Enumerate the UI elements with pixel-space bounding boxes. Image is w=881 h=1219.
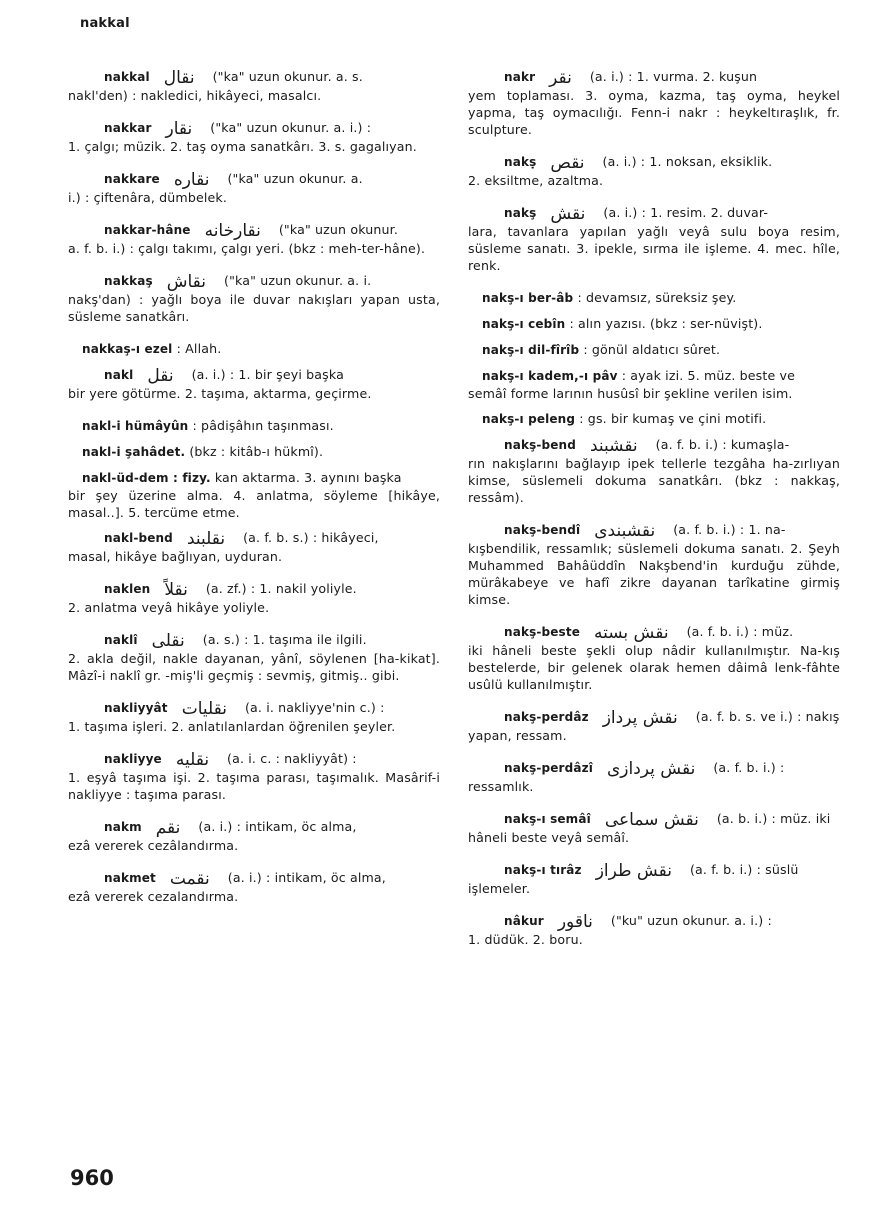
headword: nakş-ı tırâz: [504, 863, 582, 877]
definition-lead: (a. f. b. i.) : süslü: [689, 862, 799, 877]
entry-headline: [468, 708, 840, 727]
left-column: [68, 68, 440, 920]
arabic-script: نقال: [163, 68, 195, 88]
definition-text: kışbendilik, ressamlık; süslemeli dokuma sanatı. 2. Şeyh Muhammed Bahâüddîn Nakşbend'in kurduğu zühde, mürâkabeye ve hafî zikre dayanan tarîkatine girmiş kimse.: [468, 541, 840, 607]
entry-headline: [468, 315, 840, 333]
headword: nakş-ı cebîn: [482, 317, 566, 331]
dictionary-entry: [468, 759, 840, 795]
definition-text: 1. eşyâ taşıma işi. 2. taşıma parası, taşımalık. Masârif-i nakliyye : taşıma parası.: [68, 770, 440, 802]
headword: naklî: [104, 633, 138, 647]
headword: nakş-ı dil-fîrîb: [482, 343, 580, 357]
definition-lead: ("ku" uzun okunur. a. i.) :: [610, 913, 772, 928]
definition-lead: (a. i.) : intikam, öc alma,: [198, 819, 357, 834]
definition-lead: (a. i. c. : nakliyyât) :: [227, 751, 357, 766]
dictionary-entry: [468, 810, 840, 846]
headword: nakş-bend: [504, 438, 576, 452]
headword: nakş-perdâz: [504, 710, 589, 724]
entry-headline: [468, 204, 840, 223]
dictionary-entry: [468, 289, 840, 307]
definition-lead: ("ka" uzun okunur. a. i.) :: [210, 120, 372, 135]
dictionary-entry: [468, 204, 840, 274]
definition-lead: (a. f. b. i.) :: [713, 760, 785, 775]
entry-headline: [468, 810, 840, 829]
definition-lead: ("ka" uzun okunur. a. s.: [212, 69, 363, 84]
definition-lead: ("ka" uzun okunur.: [278, 222, 398, 237]
headword: nakş-ı peleng: [482, 412, 576, 426]
arabic-script: نقش بسته: [594, 623, 669, 643]
arabic-script: نقاره: [173, 170, 210, 190]
definition-lead: (a. i.) : 1. vurma. 2. kuşun: [589, 69, 758, 84]
definition-lead: ("ka" uzun okunur. a.: [227, 171, 363, 186]
headword: nakş-beste: [504, 625, 580, 639]
definition-text: bir şey üzerine alma. 4. anlatma, söyleme [hikâye, masal..]. 5. tercüme etme.: [68, 488, 440, 520]
dictionary-entry: [468, 708, 840, 744]
headword: nakl-i şahâdet.: [82, 445, 186, 459]
headword: nakş-ı kadem,-ı pâv: [482, 369, 618, 383]
definition-text: nakl'den) : nakledici, hikâyeci, masalcı.: [68, 88, 322, 103]
entry-headline: [468, 341, 840, 359]
definition-text: nakş'dan) : yağlı boya ile duvar nakışları yapan usta, süsleme sanatkârı.: [68, 292, 440, 324]
dictionary-entry: [68, 170, 440, 206]
definition-lead: : Allah.: [176, 341, 222, 356]
definition-text: iki hâneli beste şekli olup nâdir kullanılmıştır. Na-kış bestelerde, bir gelenek olarak hemen dâimâ lenk-fâhte usûlü kullanılmıştır.: [468, 643, 840, 692]
arabic-script: نقش طراز: [595, 861, 672, 881]
dictionary-entry: [468, 521, 840, 608]
arabic-script: نقارخانه: [204, 221, 261, 241]
headword: nakkal: [104, 70, 150, 84]
definition-text: bir yere götürme. 2. taşıma, aktarma, geçirme.: [68, 386, 372, 401]
entry-headline: [468, 623, 840, 642]
headword: nakl-i hümâyûn: [82, 419, 189, 433]
definition-text: rın nakışlarını bağlayıp ipek tellerle tezgâha ha-zırlıyan kimse, süslemeli dokuma sanatkârı. (bkz : nakkaş, ressâm).: [468, 456, 840, 505]
entry-headline: [468, 289, 840, 307]
entry-headline: [468, 68, 840, 87]
headword: nakş-bendî: [504, 523, 581, 537]
dictionary-entry: [468, 341, 840, 359]
definition-text: a. f. b. i.) : çalgı takımı, çalgı yeri. (bkz : meh-ter-hâne).: [68, 241, 426, 256]
definition-lead: (bkz : kitâb-ı hükmî).: [189, 444, 324, 459]
dictionary-entry: [468, 153, 840, 189]
definition-lead: : alın yazısı. (bkz : ser-nüvişt).: [569, 316, 763, 331]
definition-lead: (a. f. b. i.) : 1. na-: [673, 522, 786, 537]
running-head: nakkal: [80, 16, 130, 31]
entry-headline: [68, 170, 440, 189]
entry-headline: [68, 750, 440, 769]
dictionary-entry: [68, 221, 440, 257]
definition-lead: (a. f. b. s. ve i.) : nakış: [695, 709, 840, 724]
arabic-script: نقلبند: [186, 529, 226, 549]
definition-text: ezâ vererek cezâlandırma.: [68, 838, 239, 853]
headword: nakliyye: [104, 752, 162, 766]
entry-headline: [68, 340, 440, 358]
dictionary-entry: [68, 818, 440, 854]
definition-text: 1. düdük. 2. boru.: [468, 932, 583, 947]
entry-headline: [468, 912, 840, 931]
dictionary-entry: [468, 315, 840, 333]
arabic-script: نقش سماعى: [604, 810, 699, 830]
headword: nakmet: [104, 871, 156, 885]
arabic-script: نقلاً: [164, 580, 188, 600]
definition-lead: (a. s.) : 1. taşıma ile ilgili.: [202, 632, 367, 647]
arabic-script: نقليه: [175, 750, 210, 770]
dictionary-entry: [68, 119, 440, 155]
headword: nakṣ: [504, 155, 537, 169]
definition-text: 2. eksiltme, azaltma.: [468, 173, 604, 188]
entry-headline: [468, 367, 840, 385]
arabic-script: نقم: [155, 818, 181, 838]
definition-lead: (a. i.) : 1. noksan, eksiklik.: [602, 154, 773, 169]
dictionary-entry: [468, 861, 840, 897]
headword: naklen: [104, 582, 151, 596]
entry-headline: [68, 699, 440, 718]
definition-text: yapan, ressam.: [468, 728, 567, 743]
definition-text: 1. çalgı; müzik. 2. taş oyma sanatkârı. 3. s. gagalıyan.: [68, 139, 417, 154]
headword: nakş-perdâzî: [504, 761, 593, 775]
arabic-script: نقمت: [169, 869, 210, 889]
definition-lead: (a. f. b. i.) : müz.: [686, 624, 794, 639]
entry-headline: [468, 759, 840, 778]
entry-headline: [68, 417, 440, 435]
definition-lead: : gönül aldatıcı sûret.: [583, 342, 721, 357]
definition-lead: (a. i.) : 1. bir şeyi başka: [191, 367, 344, 382]
definition-lead: (a. zf.) : 1. nakil yoliyle.: [205, 581, 357, 596]
arabic-script: نقشبندى: [594, 521, 656, 541]
definition-text: 1. taşıma işleri. 2. anlatılanlardan öğrenilen şeyler.: [68, 719, 396, 734]
dictionary-entry: [468, 436, 840, 506]
arabic-script: نقلى: [151, 631, 185, 651]
entry-headline: [68, 119, 440, 138]
definition-lead: (a. i. nakliyye'nin c.) :: [244, 700, 385, 715]
headword: nakkare: [104, 172, 160, 186]
definition-lead: : devamsız, süreksiz şey.: [577, 290, 737, 305]
definition-lead: : pâdişâhın taşınması.: [192, 418, 334, 433]
headword: nakl-üd-dem : fizy.: [82, 471, 211, 485]
dictionary-entry: [68, 631, 440, 684]
entry-headline: [468, 153, 840, 172]
entry-headline: [468, 410, 840, 428]
entry-headline: [68, 818, 440, 837]
dictionary-entry: [468, 623, 840, 693]
definition-lead: : ayak izi. 5. müz. beste ve: [621, 368, 796, 383]
dictionary-entry: [68, 366, 440, 402]
definition-text: ezâ vererek cezalandırma.: [68, 889, 239, 904]
definition-lead: (a. i.) : intikam, öc alma,: [227, 870, 386, 885]
dictionary-entry: [68, 443, 440, 461]
definition-text: ressamlık.: [468, 779, 534, 794]
headword: nakliyyât: [104, 701, 168, 715]
entry-headline: [468, 861, 840, 880]
entry-headline: [68, 68, 440, 87]
dictionary-entry: [468, 68, 840, 138]
entry-headline: [68, 580, 440, 599]
dictionary-entry: [68, 340, 440, 358]
arabic-script: نقش: [550, 204, 586, 224]
entry-headline: [68, 366, 440, 385]
entry-headline: [68, 443, 440, 461]
dictionary-entry: [68, 417, 440, 435]
arabic-script: نقر: [549, 68, 572, 88]
headword: nakm: [104, 820, 142, 834]
entry-headline: [68, 869, 440, 888]
entry-headline: [68, 221, 440, 240]
arabic-script: نقل: [147, 366, 174, 386]
definition-lead: ("ka" uzun okunur. a. i.: [224, 273, 372, 288]
dictionary-entry: [68, 469, 440, 521]
headword: nakş-ı semâî: [504, 812, 591, 826]
arabic-script: نقش پردازى: [606, 759, 696, 779]
definition-text: lara, tavanlara yapılan yağlı veyâ sulu boya resim, süsleme sanatı. 3. ipekle, sırma ile işleme. 4. mec. hîle, renk.: [468, 224, 840, 273]
definition-lead: (a. i.) : 1. resim. 2. duvar-: [603, 205, 769, 220]
arabic-script: نقشبند: [589, 436, 638, 456]
headword: nâkur: [504, 914, 544, 928]
headword: nakkaş-ı ezel: [82, 342, 173, 356]
right-column: [468, 68, 840, 963]
headword: nakl: [104, 368, 134, 382]
headword: nakl-bend: [104, 531, 173, 545]
headword: nakkar: [104, 121, 152, 135]
arabic-script: ناقور: [557, 912, 593, 932]
definition-text: masal, hikâye bağlıyan, uyduran.: [68, 549, 283, 564]
definition-text: i.) : çiftenâra, dümbelek.: [68, 190, 228, 205]
dictionary-entry: [468, 410, 840, 428]
dictionary-entry: [468, 912, 840, 948]
definition-lead: (a. b. i.) : müz. iki: [716, 811, 831, 826]
arabic-script: نقش پرداز: [602, 708, 678, 728]
dictionary-entry: [68, 580, 440, 616]
dictionary-entry: [468, 367, 840, 402]
headword: nakkaş: [104, 274, 153, 288]
page-number: 960: [70, 1166, 114, 1190]
dictionary-entry: [68, 68, 440, 104]
entry-headline: [468, 521, 840, 540]
dictionary-entry: [68, 750, 440, 803]
definition-text: semâî forme larının husûsî bir şekline verilen isim.: [468, 386, 793, 401]
arabic-script: نقليات: [181, 699, 227, 719]
headword: nakr: [504, 70, 536, 84]
headword: nakkar-hâne: [104, 223, 191, 237]
definition-text: 2. akla değil, nakle dayanan, yânî, söylenen [ha-kikat]. Mâzî-i naklî gr. -miş'li geçmiş : sevmiş, gitmiş.. gibi.: [68, 651, 440, 683]
definition-text: işlemeler.: [468, 881, 531, 896]
entry-headline: [68, 631, 440, 650]
arabic-script: نقص: [550, 153, 585, 173]
arabic-script: نقار: [165, 119, 193, 139]
headword: nakş: [504, 206, 537, 220]
dictionary-entry: [68, 272, 440, 325]
definition-lead: kan aktarma. 3. aynını başka: [214, 470, 402, 485]
dictionary-entry: [68, 869, 440, 905]
dictionary-entry: [68, 529, 440, 565]
definition-lead: (a. f. b. s.) : hikâyeci,: [243, 530, 379, 545]
arabic-script: نقاش: [166, 272, 207, 292]
dictionary-entry: [68, 699, 440, 735]
definition-text: yem toplaması. 3. oyma, kazma, taş oyma, heykel yapma, taş oymacılığı. Fenn-i nakr : heykeltıraşlık, fr. sculpture.: [468, 88, 840, 137]
definition-lead: (a. f. b. i.) : kumaşla-: [655, 437, 790, 452]
entry-headline: [68, 529, 440, 548]
headword: nakş-ı ber-âb: [482, 291, 574, 305]
entry-headline: [68, 272, 440, 291]
definition-text: hâneli beste veyâ semâî.: [468, 830, 630, 845]
entry-headline: [468, 436, 840, 455]
entry-headline: [68, 469, 440, 487]
definition-lead: : gs. bir kumaş ve çini motifi.: [579, 411, 767, 426]
definition-text: 2. anlatma veyâ hikâye yoliyle.: [68, 600, 270, 615]
